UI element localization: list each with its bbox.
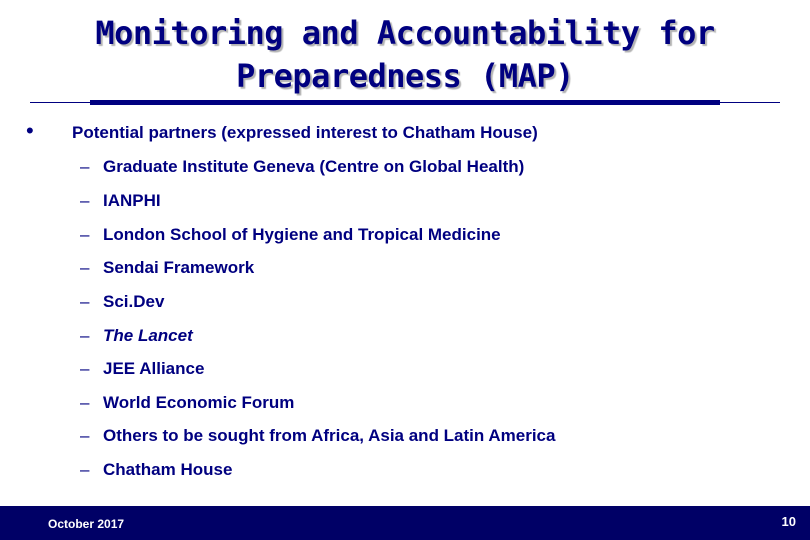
list-item (0, 258, 810, 282)
dash-icon: – (80, 326, 90, 345)
list-item-text: Others to be sought from Africa, Asia and Latin America (103, 426, 556, 445)
list-item-text: London School of Hygiene and Tropical Medicine (103, 225, 501, 244)
dash-icon: – (80, 359, 90, 378)
list-item-text: World Economic Forum (103, 393, 295, 412)
list-item (0, 191, 810, 215)
slide-title-line-2: Preparedness (MAP) (236, 57, 574, 95)
list-item (0, 326, 810, 350)
dash-icon: – (80, 191, 90, 210)
slide-title-line-1: Monitoring and Accountability for (95, 14, 715, 52)
title-divider-thick (90, 100, 720, 105)
list-item (0, 460, 810, 484)
list-item (0, 426, 810, 450)
list-item (0, 393, 810, 417)
page-number: 10 (781, 514, 796, 529)
footer-bar (0, 506, 810, 540)
footer-date: October 2017 (48, 517, 125, 531)
dash-icon: – (80, 426, 90, 445)
list-item-text: The Lancet (103, 326, 193, 345)
list-item (0, 225, 810, 249)
list-item-text: IANPHI (103, 191, 161, 210)
dash-icon: – (80, 225, 90, 244)
list-item (0, 359, 810, 383)
list-item (0, 157, 810, 181)
dash-icon: – (80, 292, 90, 311)
main-bullet-text: Potential partners (expressed interest to Chatham House) (72, 123, 538, 142)
bullet-icon: • (26, 118, 34, 143)
main-bullet (0, 120, 810, 146)
list-item-text: Sendai Framework (103, 258, 255, 277)
list-item-text: Sci.Dev (103, 292, 165, 311)
dash-icon: – (80, 393, 90, 412)
list-item-text: Chatham House (103, 460, 233, 479)
dash-icon: – (80, 157, 90, 176)
dash-icon: – (80, 460, 90, 479)
list-item-text: JEE Alliance (103, 359, 205, 378)
list-item (0, 292, 810, 316)
list-item-text: Graduate Institute Geneva (Centre on Global Health) (103, 157, 525, 176)
dash-icon: – (80, 258, 90, 277)
